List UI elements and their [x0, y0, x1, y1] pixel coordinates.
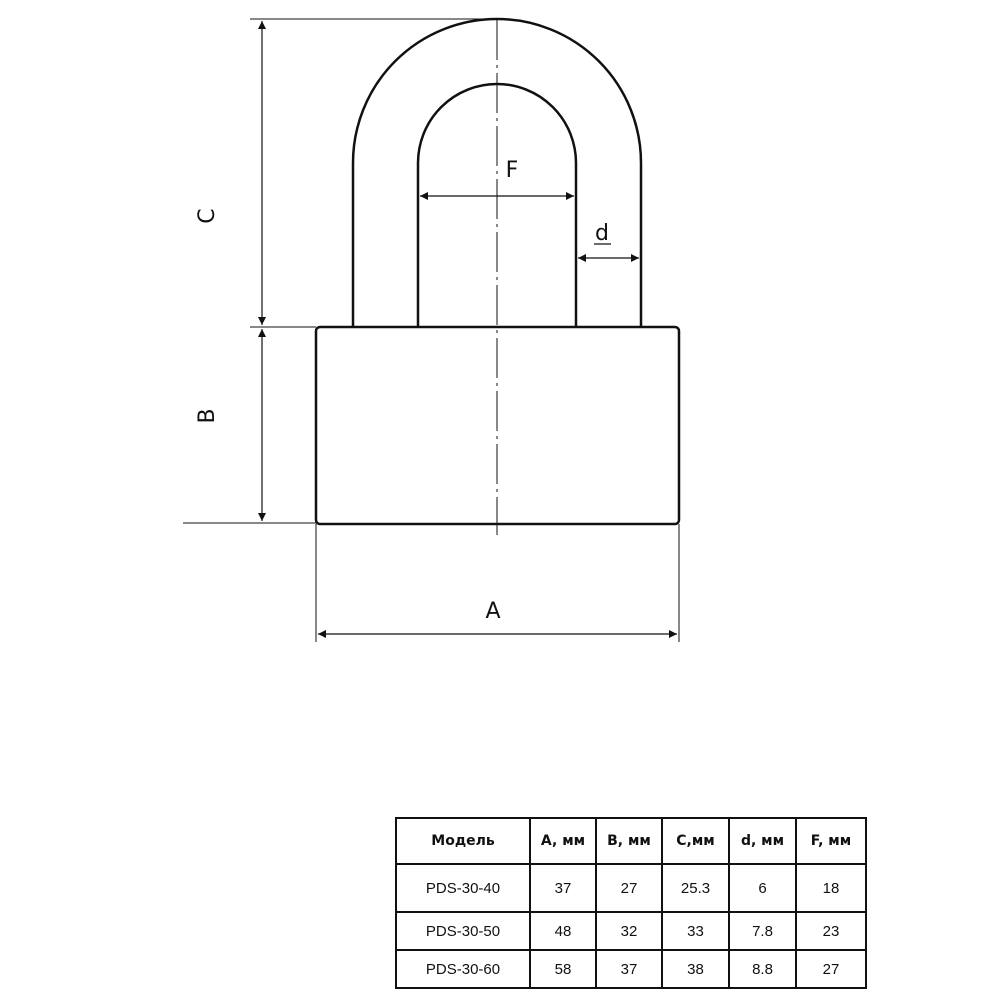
cell-model: PDS-30-50	[396, 912, 530, 950]
cell-d: 7.8	[729, 912, 796, 950]
header-f: F, мм	[796, 818, 866, 864]
cell-f: 23	[796, 912, 866, 950]
cell-a: 58	[530, 950, 596, 988]
cell-d: 6	[729, 864, 796, 912]
cell-d: 8.8	[729, 950, 796, 988]
dimension-label-f: F	[505, 158, 519, 183]
header-a: A, мм	[530, 818, 596, 864]
cell-model: PDS-30-40	[396, 864, 530, 912]
cell-c: 38	[662, 950, 729, 988]
header-b: B, мм	[596, 818, 662, 864]
dimension-label-d: d	[595, 221, 609, 246]
cell-f: 27	[796, 950, 866, 988]
cell-c: 33	[662, 912, 729, 950]
header-c: C,мм	[662, 818, 729, 864]
dimension-label-c: C	[195, 208, 220, 224]
dimension-label-b: B	[195, 408, 220, 424]
cell-b: 32	[596, 912, 662, 950]
cell-f: 18	[796, 864, 866, 912]
cell-c: 25.3	[662, 864, 729, 912]
cell-a: 37	[530, 864, 596, 912]
table-header-row	[396, 818, 866, 864]
cell-a: 48	[530, 912, 596, 950]
cell-b: 27	[596, 864, 662, 912]
cell-b: 37	[596, 950, 662, 988]
dimension-label-a: A	[485, 599, 501, 624]
table-row	[396, 950, 866, 988]
table-row	[396, 864, 866, 912]
header-model: Модель	[396, 818, 530, 864]
table-row	[396, 912, 866, 950]
spec-table	[395, 817, 867, 989]
header-d: d, мм	[729, 818, 796, 864]
cell-model: PDS-30-60	[396, 950, 530, 988]
